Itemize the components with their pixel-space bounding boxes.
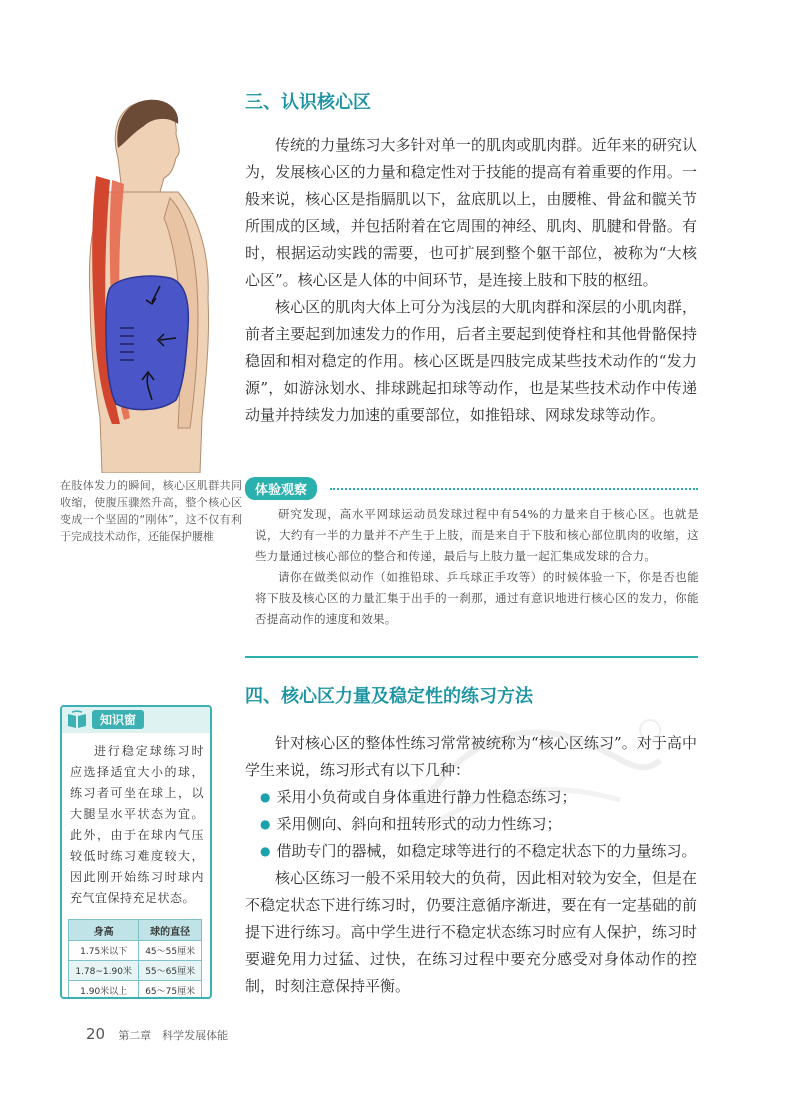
knowledge-window xyxy=(60,705,212,999)
bullet-dot-icon: ● xyxy=(260,817,271,831)
table-header-diameter: 球的直径 xyxy=(139,920,202,941)
page-footer xyxy=(86,1024,228,1043)
experience-paragraph-1: 研究发现，高水平网球运动员发球过程中有54%的力量来自于核心区。也就是说，大约有一半的力量并不产生于上肢，而是来自于下肢和核心部位肌肉的收缩，这些力量通过核心部位的整合和传递，最后与上肢力量一起汇集成发球的合力。 xyxy=(255,507,699,563)
section-3-body xyxy=(245,132,697,429)
experience-dotted-rule xyxy=(330,488,698,490)
bullet-dot-icon: ● xyxy=(260,844,271,858)
knowledge-paragraph: 进行稳定球练习时应选择适宜大小的球，练习者可坐在球上，以大腿呈水平状态为宜。此外，由于在球内气压较低时练习难度较大，因此刚开始练习时球内充气宜保持充足状态。 xyxy=(70,744,204,905)
section-3-heading: 三、认识核心区 xyxy=(245,92,371,113)
section-4-bullet-3 xyxy=(245,838,697,865)
core-muscle-illustration xyxy=(60,88,225,473)
section-4-intro: 针对核心区的整体性练习常常被统称为“核心区练习”。对于高中学生来说，练习形式有以下几种： xyxy=(245,734,697,779)
knowledge-window-text xyxy=(70,741,204,909)
bullet-text: 采用侧向、斜向和扭转形式的动力性练习； xyxy=(276,815,562,833)
table-row xyxy=(69,981,202,1000)
section-3-paragraph-2: 核心区的肌肉大体上可分为浅层的大肌肉群和深层的小肌肉群，前者主要起到加速发力的作用，后者主要起到使脊柱和其他骨骼保持稳固和相对稳定的作用。核心区既是四肢完成某些技术动作的“发力源”，如游泳划水、排球跳起扣球等动作，也是某些技术动作中传递动量并持续发力加速的重要部位，如推铅球、网球发球等动作。 xyxy=(245,298,697,424)
table-header-height: 身高 xyxy=(69,920,139,941)
core-region-blue xyxy=(106,276,188,409)
table-header-row xyxy=(69,920,202,941)
ball-size-table xyxy=(68,919,202,999)
section-4-closing: 核心区练习一般不采用较大的负荷，因此相对较为安全，但是在不稳定状态下进行练习时，仍要注意循序渐进，要在有一定基础的前提下进行练习。高中学生进行不稳定状态练习时应有人保护，练习时要避免用力过猛、过快，在练习过程中要充分感受对身体动作的控制，时刻注意保持平衡。 xyxy=(245,869,697,995)
knowledge-window-title: 知识窗 xyxy=(92,710,144,729)
experience-tag: 体验观察 xyxy=(245,477,317,500)
table-row xyxy=(69,961,202,981)
table-cell: 1.75米以下 xyxy=(69,941,139,961)
experience-bottom-rule xyxy=(245,656,698,658)
page-number: 20 xyxy=(86,1025,106,1043)
table-cell: 1.78~1.90米 xyxy=(69,961,139,981)
table-cell: 1.90米以上 xyxy=(69,981,139,1000)
table-row xyxy=(69,941,202,961)
bullet-text: 借助专门的器械，如稳定球等进行的不稳定状态下的力量练习。 xyxy=(276,842,697,860)
experience-box xyxy=(255,504,699,630)
experience-paragraph-2: 请你在做类似动作（如推铅球、乒乓球正手攻等）的时候体验一下，你是否也能将下肢及核心区的力量汇集于出手的一刹那，通过有意识地进行核心区的发力，你能否提高动作的速度和效果。 xyxy=(255,570,699,626)
watermark-logo xyxy=(400,700,680,840)
table-cell: 65～75厘米 xyxy=(139,981,202,1000)
table-cell: 45～55厘米 xyxy=(139,941,202,961)
section-3-paragraph-1: 传统的力量练习大多针对单一的肌肉或肌肉群。近年来的研究认为，发展核心区的力量和稳定性对于技能的提高有着重要的作用。一般来说，核心区是指膈肌以下，盆底肌以上，由腰椎、骨盆和髋关节所围成的区域，并包括附着在它周围的神经、肌肉、肌腱和骨骼。有时，根据运动实践的需要，也可扩展到整个躯干部位，被称为“大核心区”。核心区是人体的中间环节，是连接上肢和下肢的枢纽。 xyxy=(245,136,697,289)
figure-caption: 在肢体发力的瞬间，核心区肌群共同收缩，使腹压骤然升高，整个核心区变成一个坚固的“刚体”，这不仅有利于完成技术动作，还能保护腰椎 xyxy=(60,479,242,543)
book-icon xyxy=(66,710,88,730)
bullet-text: 采用小负荷或自身体重进行静力性稳态练习； xyxy=(276,788,577,806)
bullet-dot-icon: ● xyxy=(260,790,271,804)
chapter-title: 第二章 科学发展体能 xyxy=(118,1029,229,1042)
knowledge-window-header xyxy=(62,707,210,733)
table-cell: 55～65厘米 xyxy=(139,961,202,981)
section-4-heading: 四、核心区力量及稳定性的练习方法 xyxy=(245,686,533,707)
